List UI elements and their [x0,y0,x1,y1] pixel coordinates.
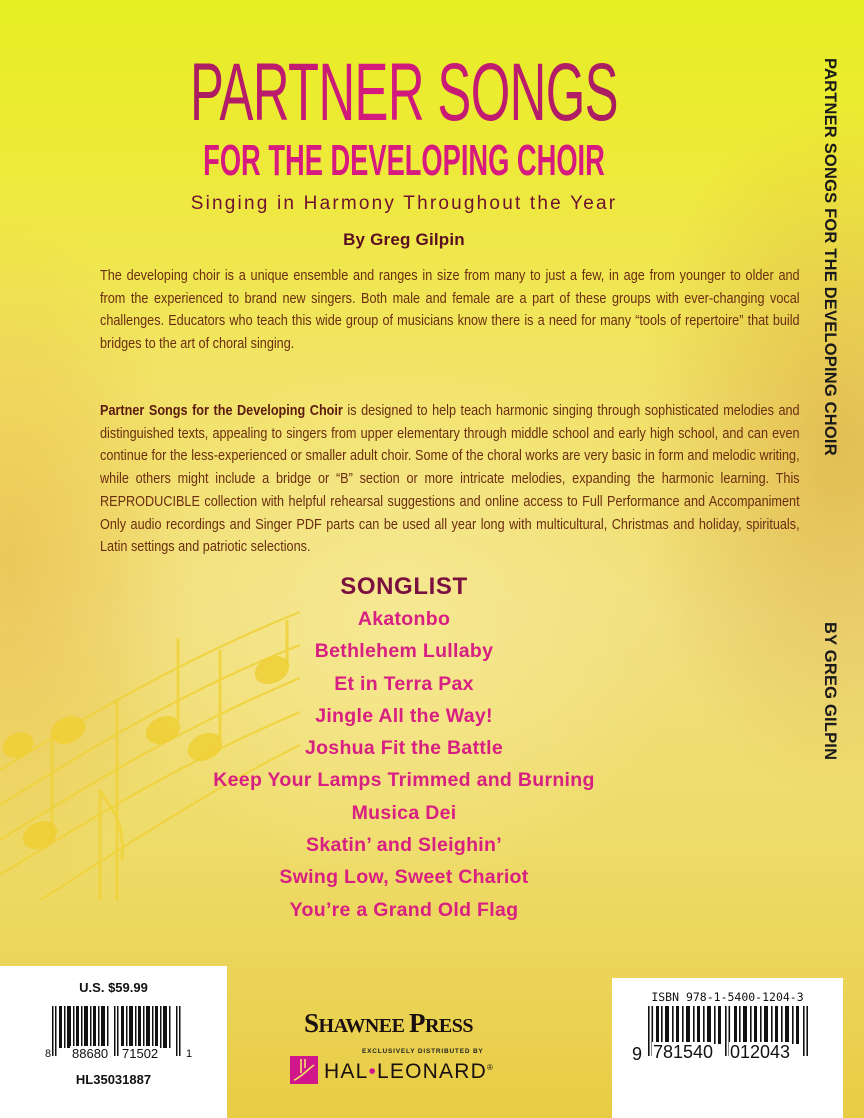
song-item: Skatin’ and Sleighin’ [306,834,502,857]
song-item: Jingle All the Way! [315,704,493,727]
hal-leonard-wordmark: HAL•LEONARD® [324,1060,495,1083]
price-barcode-box [0,966,227,1118]
spine-title: PARTNER SONGS FOR THE DEVELOPING CHOIR [821,58,839,456]
song-item: Musica Dei [351,801,457,824]
hal-leonard-logo-icon [290,1056,318,1084]
song-item: Et in Terra Pax [334,672,474,695]
description-paragraph-2-text: is designed to help teach harmonic singing through sophisticated melodies and distinguished texts, appealing to singers from upper elementary through middle school and early high school, and can even continue for the less-experienced or smaller adult choir. Some of the choral works are very basic in form and melodic writing, while others might include a bridge or “B” section or more intricate melodies, expanding the harmonic learning. This REPRODUCIBLE collection with helpful rehearsal suggestions and online access to Full Performance and Accompaniment Only audio recordings and Singer PDF parts can be used all year long with multicultural, Christmas and holiday, spirituals, Latin settings and patriotic selections. [100,403,800,556]
book-subtitle: FOR THE DEVELOPING CHOIR [203,136,605,185]
price-label: U.S. $59.99 [79,980,148,995]
song-item: Swing Low, Sweet Chariot [279,866,529,889]
song-item: Keep Your Lamps Trimmed and Burning [213,769,595,792]
song-item: You’re a Grand Old Flag [289,898,519,921]
isbn-label: ISBN 978-1-5400-1204-3 [651,990,804,1004]
songlist-heading: SONGLIST [340,573,468,600]
item-number: HL35031887 [75,1072,152,1087]
song-item: Joshua Fit the Battle [304,737,504,760]
upc-digits: 8 88680 71502 1 [45,1046,193,1061]
book-tagline: Singing in Harmony Throughout the Year [190,193,618,214]
isbn-digits: 9 781540 012043 [632,1042,791,1064]
description-book-title: Partner Songs for the Developing Choir [100,403,343,419]
distribution-note: EXCLUSIVELY DISTRIBUTED BY [362,1048,484,1055]
song-item: Bethlehem Lullaby [314,640,494,663]
song-item: Akatonbo [357,608,451,630]
author-byline: By Greg Gilpin [343,230,465,249]
shawnee-press-wordmark: SHAWNEE PRESS [304,1008,473,1038]
book-title: PARTNER SONGS [154,52,655,134]
publisher-logo [290,1008,550,1088]
songlist [0,603,808,926]
description-paragraph-1: The developing choir is a unique ensemble and ranges in size from many to just a few, in age from younger to older and from the experienced to brand new singers. Both male and female are a part of these groups with ever-changing vocal challenges. Educators who teach this wide group of musicians know there is a need for many “tools of repertoire” that build bridges to the art of choral singing. [100,268,800,353]
description-paragraph-2 [100,400,800,559]
spine-author: BY GREG GILPIN [821,622,839,761]
